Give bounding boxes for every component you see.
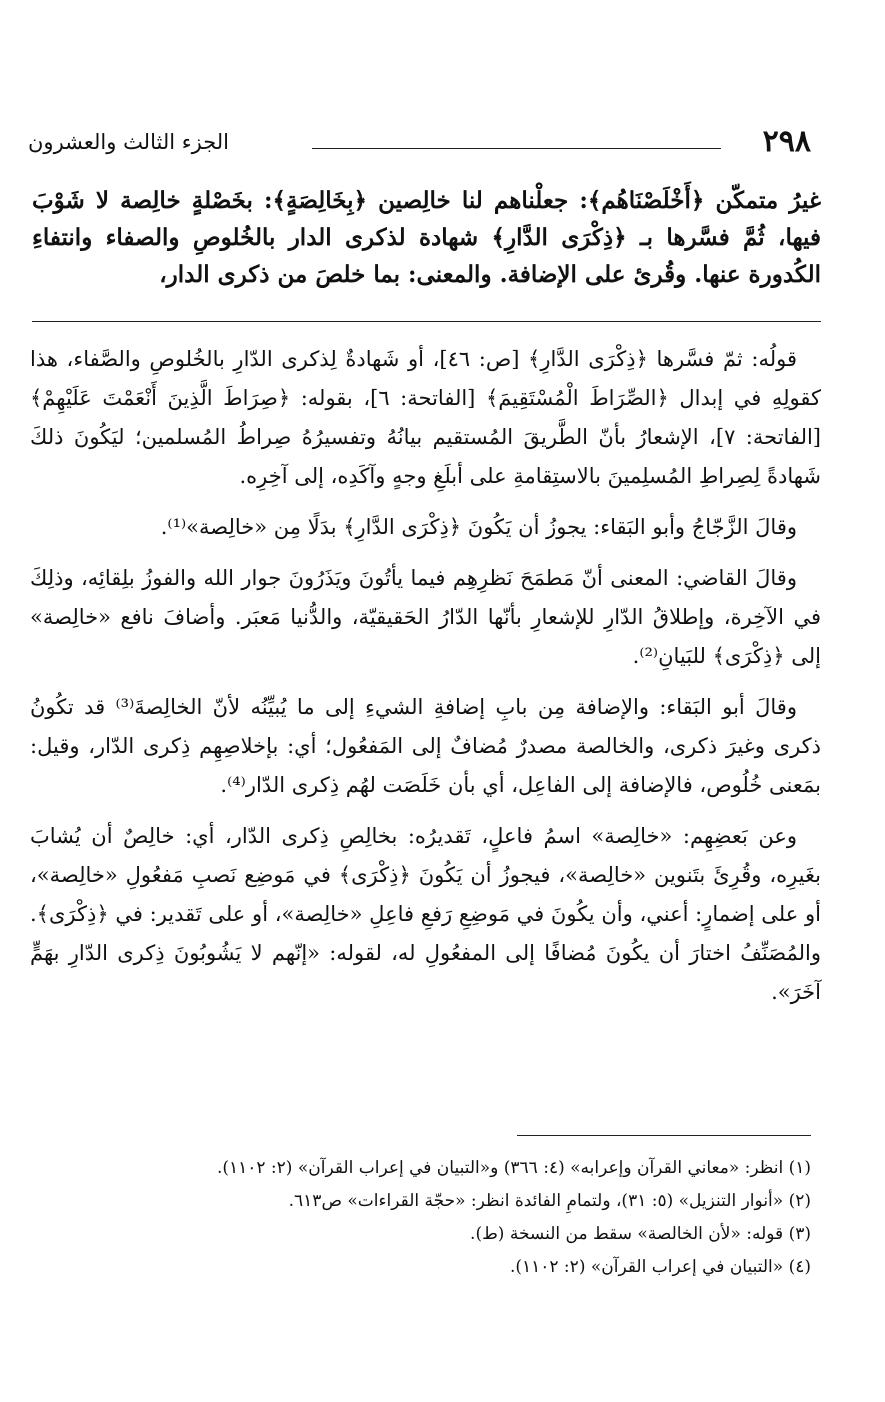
- header-rule: [312, 148, 721, 149]
- matn-text: غيرُ متمكّن ﴿أَخْلَصْنَاهُم﴾: جعلْناهم لنا خالِصين ﴿بِخَالِصَةٍ﴾: بخَصْلةٍ خالِصة لا شَوْبَ فيها، ثُمَّ فسَّرها بـ ﴿ذِكْرَى الدَّارِ﴾ شهادة لذكرى الدار بالخُلوصِ والصفاء وانتفاءِ الكُدورة عنها. وقُرئ على الإضافة. والمعنى: بما خلصَ من ذكرى الدار،: [32, 187, 821, 288]
- commentary-body: [30, 340, 821, 1024]
- footnote: (١) انظر: «معاني القرآن وإعرابه» (٤: ٣٦٦) و«التبيان في إعراب القرآن» (٢: ١١٠٢).: [216, 1158, 811, 1178]
- paragraph: وقالَ أبو البَقاء: والإضافة مِن بابِ إضافةِ الشيءِ إلى ما يُبيِّنُه لأنّ الخالِصةَ⁽³⁾ قد تكُونُ ذكرى وغيرَ ذكرى، والخالصة مصدرٌ مُضافٌ إلى المَفعُول؛ أي: بإخلاصِهِم ذِكرى الدّار، وقيل: بمَعنى خُلُوص، فالإضافة إلى الفاعِل، أي بأن خَلَصَت لهُم ذِكرى الدّار⁽⁴⁾.: [30, 695, 821, 797]
- paragraph: وعن بَعضِهِم: «خالِصة» اسمُ فاعلٍ، تَقديرُه: بخالِصِ ذِكرى الدّار، أي: خالِصٌ أن يُشابَ بغَيرِه، وقُرِئَ بتَنوين «خالِصة»، فيجوزُ أن يَكُونَ ﴿ذِكْرَى﴾ في مَوضِع نَصبِ مَفعُولِ «خالِصة»، أو على إضمارٍ: أعني، وأن يكُونَ في مَوضِعِ رَفعِ فاعِلِ «خالِصة»، أو على تَقدير: في ﴿ذِكْرَى﴾. والمُصَنِّفُ اختارَ أن يكُونَ مُضافًا إلى المفعُولِ له، لقوله: «إنّهم لا يَشُوبُونَ ذِكرى الدّارِ بهَمٍّ آخَرَ».: [30, 824, 821, 1004]
- footnote: (٤) «التبيان في إعراب القرآن» (٢: ١١٠٢).: [509, 1257, 811, 1277]
- paragraph: وقالَ الزَّجّاجُ وأبو البَقاء: يجوزُ أن يَكُونَ ﴿ذِكْرَى الدَّارِ﴾ بدَلًا مِن «خالِصة»⁽¹⁾.: [160, 515, 797, 539]
- paragraph: وقالَ القاضي: المعنى أنّ مَطمَحَ نَظرِهِم فيما يأتُونَ ويَذَرُونَ جوار الله والفوزُ بلِقائِه، وذلِكَ في الآخِرة، وإطلاقُ الدّارِ للإشعارِ بأنّها الدّارُ الحَقيقيّة، والدُّنيا مَعبَر. وأضافَ نافع «خالِصة» إلى ﴿ذِكْرَى﴾ للبَيانِ⁽²⁾.: [30, 566, 821, 668]
- page-number: ٢٩٨: [762, 124, 811, 159]
- matn-divider: [32, 321, 821, 322]
- footnote-divider: [517, 1135, 811, 1136]
- footnote: (٢) «أنوار التنزيل» (٥: ٣١)، ولتمامِ الفائدة انظر: «حجّة القراءات» ص٦١٣.: [288, 1191, 811, 1211]
- page-header: [28, 118, 817, 168]
- running-title: الجزء الثالث والعشرون: [28, 130, 229, 154]
- footnotes: [60, 1152, 811, 1284]
- paragraph: قولُه: ثمّ فسَّرها ﴿ذِكْرَى الدَّارِ﴾ [ص: ٤٦]، أو شَهادةٌ لِذكرى الدّارِ بالخُلوصِ والصَّفاء، هذا كقولِهِ في إبدال ﴿الصِّرَاطَ الْمُسْتَقِيمَ﴾ [الفاتحة: ٦]، بقوله: ﴿صِرَاطَ الَّذِينَ أَنْعَمْتَ عَلَيْهِمْ﴾ [الفاتحة: ٧]، الإشعارُ بأنّ الطَّريقَ المُستقيم بيانُهُ وتفسيرُهُ صِراطُ المُسلمين؛ ليَكُونَ ذلكَ شَهادةً لِصِراطِ المُسلِمينَ بالاستِقامةِ على أبلَغِ وجهٍ وآكَدِه، إلى آخِرِه.: [30, 347, 821, 488]
- footnote: (٣) قوله: «لأن الخالصة» سقط من النسخة (ط).: [470, 1224, 811, 1244]
